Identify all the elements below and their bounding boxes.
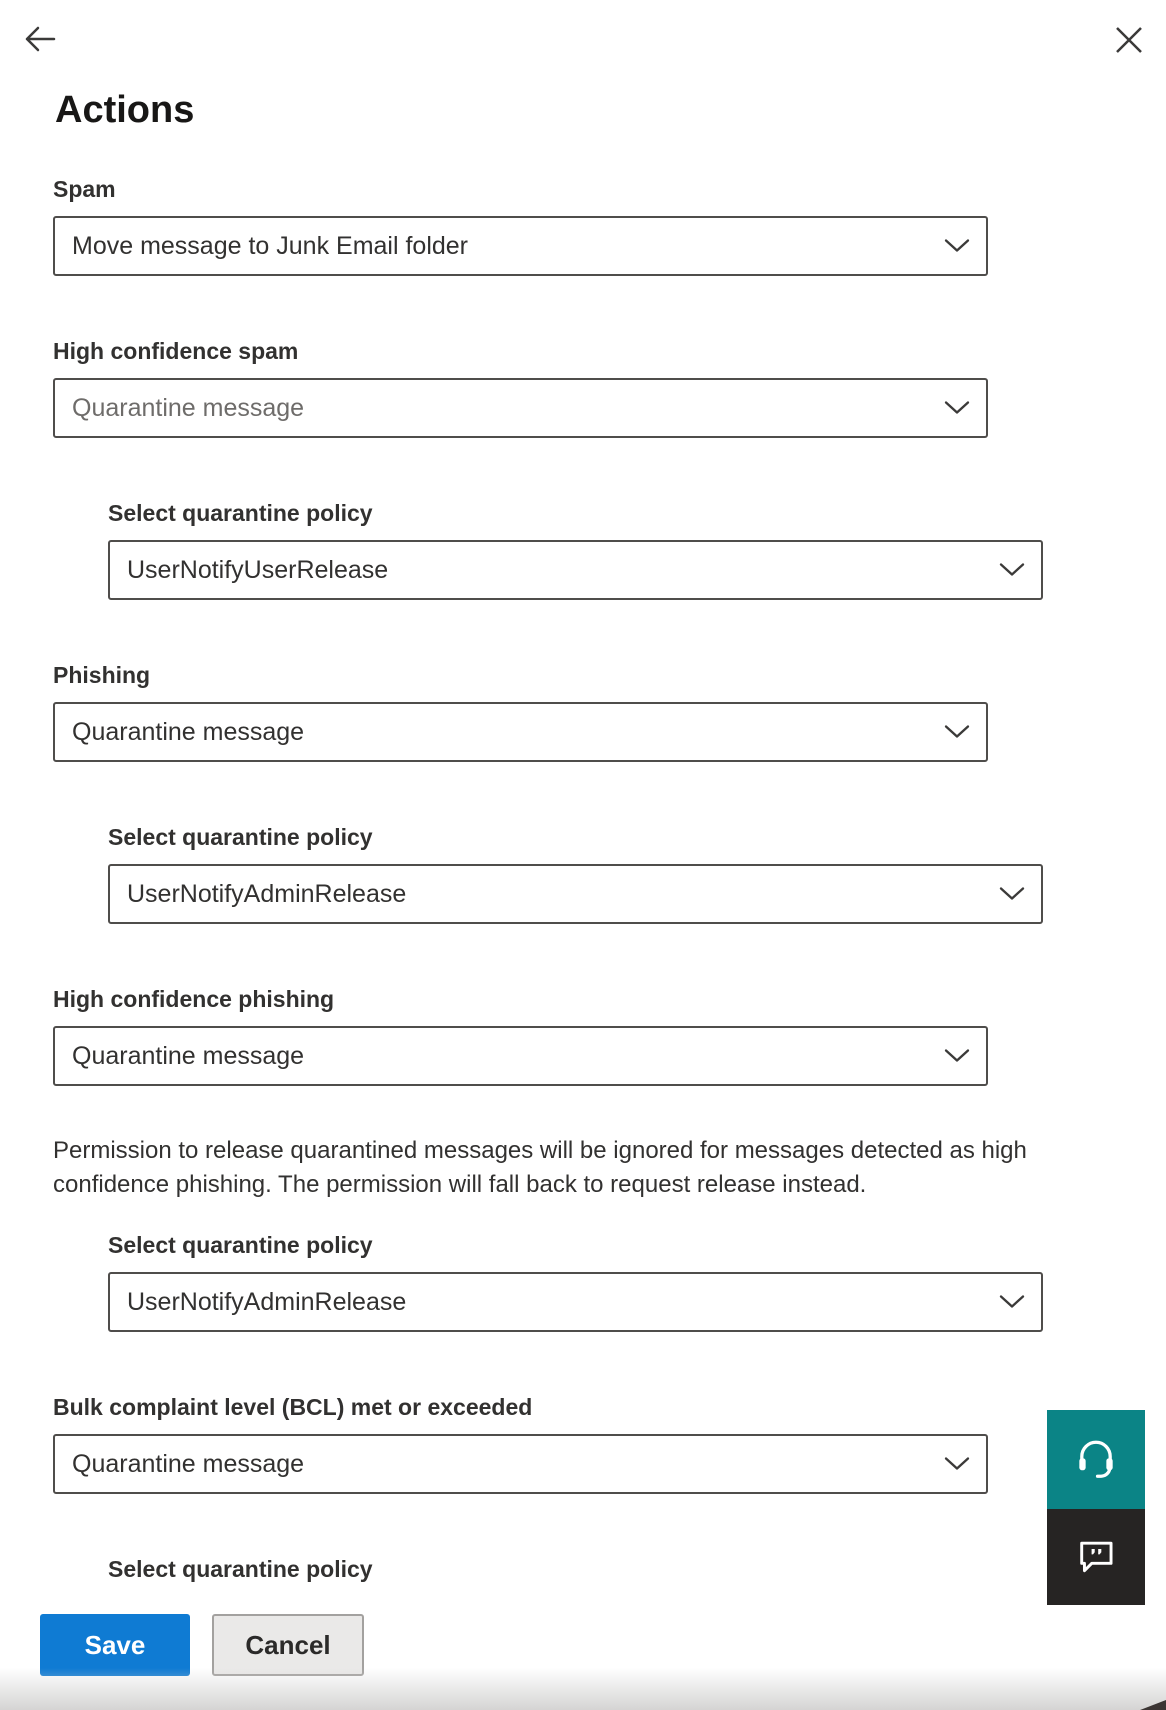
chevron-down-icon	[998, 880, 1026, 909]
hcp-quarantine-policy-dropdown[interactable]	[108, 1272, 1043, 1332]
dropdown-value: Quarantine message	[72, 393, 305, 422]
dropdown-value: Quarantine message	[72, 1449, 305, 1478]
spam-action-dropdown[interactable]	[53, 216, 988, 276]
bcl-quarantine-policy-label: Select quarantine policy	[108, 1556, 373, 1582]
footer-bar	[0, 1592, 1166, 1710]
chat-bubble-icon	[1074, 1534, 1118, 1581]
dropdown-value: UserNotifyUserRelease	[127, 555, 389, 584]
phishing-action-dropdown[interactable]	[53, 702, 988, 762]
help-button[interactable]	[1047, 1410, 1145, 1509]
chevron-down-icon	[943, 718, 971, 747]
high-confidence-phishing-note: Permission to release quarantined messages will be ignored for messages detected as high confidence phishing. The permission will fall back to request release instead.	[53, 1137, 1027, 1198]
high-confidence-spam-label: High confidence spam	[53, 338, 299, 364]
bcl-label: Bulk complaint level (BCL) met or exceeded	[53, 1394, 533, 1420]
chevron-down-icon	[998, 556, 1026, 585]
dropdown-value: Move message to Junk Email folder	[72, 231, 469, 260]
corner-ribbon	[1140, 1700, 1166, 1710]
page-title: Actions	[55, 89, 195, 131]
cancel-button[interactable]: Cancel	[212, 1614, 364, 1676]
save-button[interactable]: Save	[40, 1614, 190, 1676]
chevron-down-icon	[943, 1450, 971, 1479]
dropdown-value: Quarantine message	[72, 717, 305, 746]
phishing-quarantine-policy-label: Select quarantine policy	[108, 824, 373, 850]
chevron-down-icon	[998, 1288, 1026, 1317]
phishing-quarantine-policy-dropdown[interactable]	[108, 864, 1043, 924]
headset-icon	[1073, 1435, 1119, 1484]
chevron-down-icon	[943, 1042, 971, 1071]
phishing-label: Phishing	[53, 662, 151, 688]
chevron-down-icon	[943, 232, 971, 261]
hcs-quarantine-policy-dropdown[interactable]	[108, 540, 1043, 600]
spam-label: Spam	[53, 176, 116, 202]
feedback-button[interactable]	[1047, 1509, 1145, 1605]
high-confidence-phishing-action-dropdown[interactable]	[53, 1026, 988, 1086]
hcs-quarantine-policy-label: Select quarantine policy	[108, 500, 373, 526]
bcl-action-dropdown[interactable]	[53, 1434, 988, 1494]
hcp-quarantine-policy-label: Select quarantine policy	[108, 1232, 373, 1258]
high-confidence-spam-action-dropdown[interactable]	[53, 378, 988, 438]
high-confidence-phishing-label: High confidence phishing	[53, 986, 335, 1012]
dropdown-value: UserNotifyAdminRelease	[127, 1287, 407, 1316]
dropdown-value: Quarantine message	[72, 1041, 305, 1070]
dropdown-value: UserNotifyAdminRelease	[127, 879, 407, 908]
chevron-down-icon	[943, 394, 971, 423]
